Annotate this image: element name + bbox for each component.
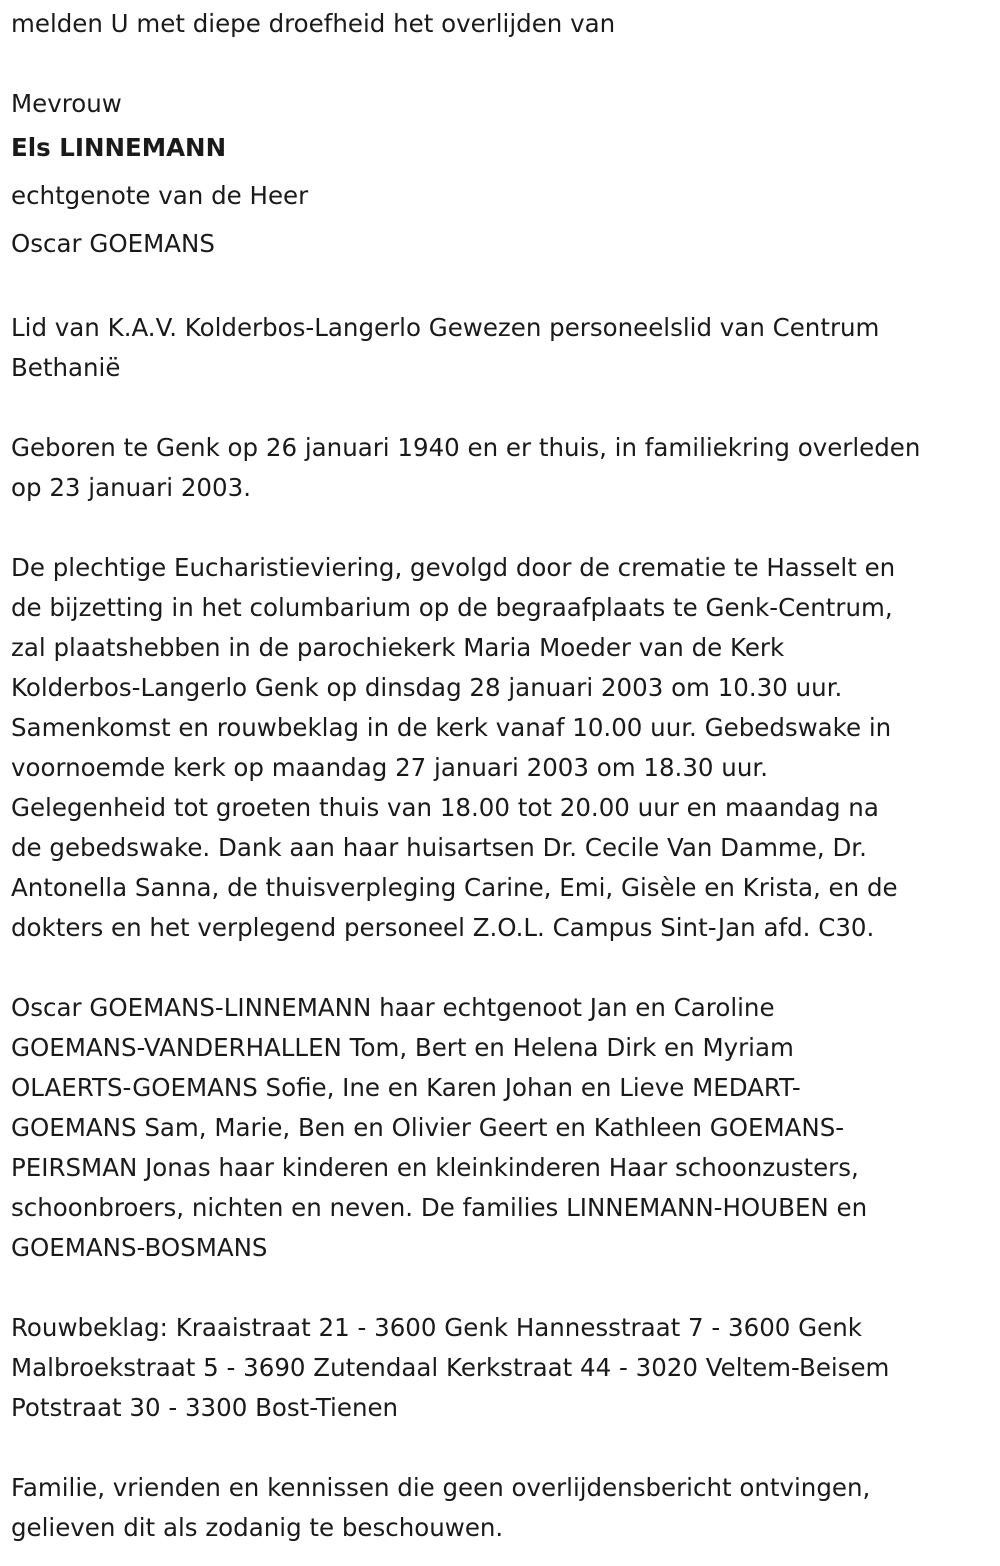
spacer xyxy=(11,268,993,308)
text-line: de gebedswake. Dank aan haar huisartsen Dr. Cecile Van Damme, Dr. xyxy=(11,833,867,862)
text-line: schoonbroers, nichten en neven. De families LINNEMANN-HOUBEN en xyxy=(11,1193,868,1222)
spouse-name: Oscar GOEMANS xyxy=(11,229,215,258)
text-line: De plechtige Eucharistieviering, gevolgd door de crematie te Hasselt en xyxy=(11,553,896,582)
spacer xyxy=(11,44,993,84)
text-line: Potstraat 30 - 3300 Bost-Tienen xyxy=(11,1393,399,1422)
spouse-relation: echtgenote van de Heer xyxy=(11,181,309,210)
text-line: zal plaatshebben in de parochiekerk Maria Moeder van de Kerk xyxy=(11,633,785,662)
affiliation-paragraph xyxy=(11,308,993,388)
text-line: Samenkomst en rouwbeklag in de kerk vanaf 10.00 uur. Gebedswake in xyxy=(11,713,892,742)
text-line: Bethanië xyxy=(11,353,121,382)
closing-paragraph xyxy=(11,1468,993,1548)
text-line: voornoemde kerk op maandag 27 januari 2003 om 18.30 uur. xyxy=(11,753,768,782)
text-line: Rouwbeklag: Kraaistraat 21 - 3600 Genk Hannesstraat 7 - 3600 Genk xyxy=(11,1313,862,1342)
obituary-notice xyxy=(11,4,993,1548)
text-line: Geboren te Genk op 26 januari 1940 en er thuis, in familiekring overleden xyxy=(11,433,921,462)
text-line: gelieven dit als zodanig te beschouwen. xyxy=(11,1513,504,1542)
text-line: PEIRSMAN Jonas haar kinderen en kleinkinderen Haar schoonzusters, xyxy=(11,1153,859,1182)
condolence-paragraph xyxy=(11,1308,993,1428)
deceased-title: Mevrouw xyxy=(11,89,122,118)
text-line: OLAERTS-GOEMANS Sofie, Ine en Karen Johan en Lieve MEDART- xyxy=(11,1073,801,1102)
text-line: dokters en het verplegend personeel Z.O.L. Campus Sint-Jan afd. C30. xyxy=(11,913,875,942)
spacer xyxy=(11,1268,993,1308)
text-line: GOEMANS-BOSMANS xyxy=(11,1233,268,1262)
text-line: Familie, vrienden en kennissen die geen overlijdensbericht ontvingen, xyxy=(11,1473,871,1502)
ceremony-paragraph xyxy=(11,548,993,948)
text-line: Antonella Sanna, de thuisverpleging Carine, Emi, Gisèle en Krista, en de xyxy=(11,873,898,902)
text-line: Kolderbos-Langerlo Genk op dinsdag 28 januari 2003 om 10.30 uur. xyxy=(11,673,843,702)
text-line: GOEMANS Sam, Marie, Ben en Olivier Geert en Kathleen GOEMANS- xyxy=(11,1113,845,1142)
text-line: Oscar GOEMANS-LINNEMANN haar echtgenoot Jan en Caroline xyxy=(11,993,775,1022)
intro-line: melden U met diepe droefheid het overlijden van xyxy=(11,9,616,38)
spacer xyxy=(11,1428,993,1468)
birth-death-paragraph xyxy=(11,428,993,508)
spacer xyxy=(11,948,993,988)
spacer xyxy=(11,388,993,428)
family-paragraph xyxy=(11,988,993,1268)
spacer xyxy=(11,508,993,548)
text-line: Lid van K.A.V. Kolderbos-Langerlo Gewezen personeelslid van Centrum xyxy=(11,313,880,342)
text-line: Malbroekstraat 5 - 3690 Zutendaal Kerkstraat 44 - 3020 Veltem-Beisem xyxy=(11,1353,890,1382)
text-line: Gelegenheid tot groeten thuis van 18.00 tot 20.00 uur en maandag na xyxy=(11,793,879,822)
text-line: de bijzetting in het columbarium op de begraafplaats te Genk-Centrum, xyxy=(11,593,893,622)
text-line: GOEMANS-VANDERHALLEN Tom, Bert en Helena Dirk en Myriam xyxy=(11,1033,794,1062)
text-line: op 23 januari 2003. xyxy=(11,473,251,502)
deceased-name: Els LINNEMANN xyxy=(11,133,227,162)
